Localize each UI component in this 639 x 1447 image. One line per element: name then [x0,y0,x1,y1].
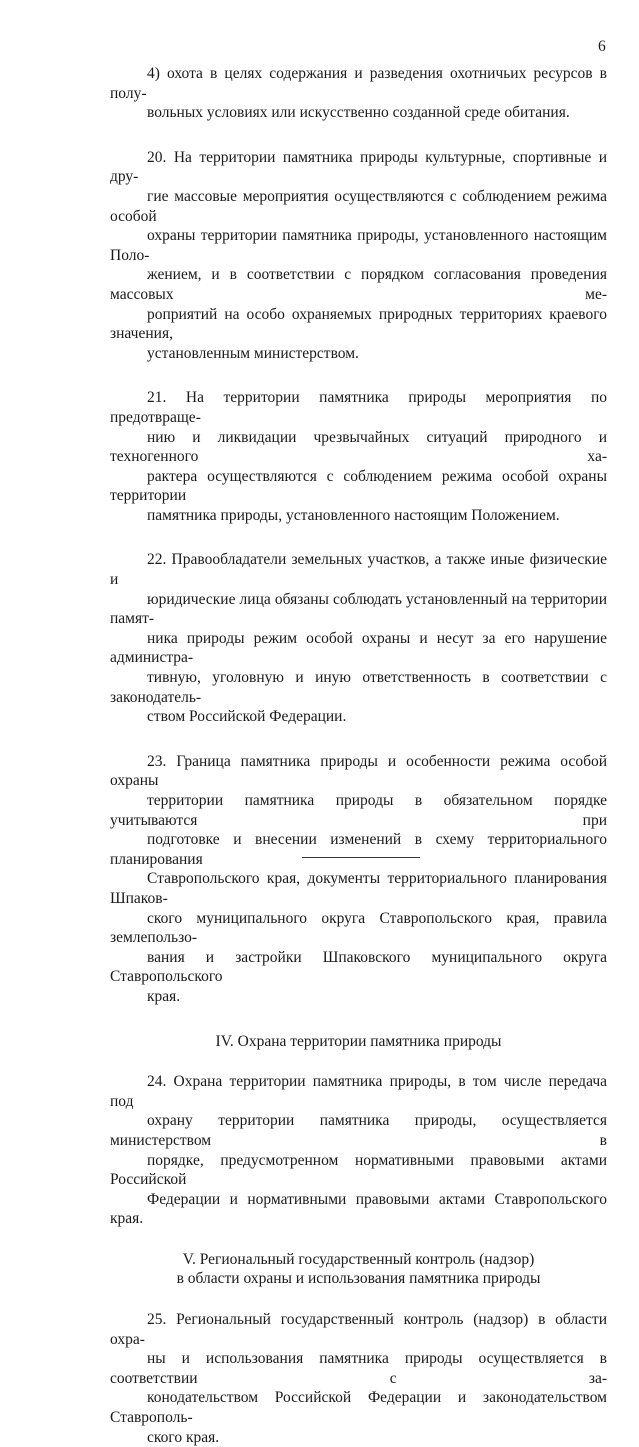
text-line: края. [147,987,181,1005]
text-line: нию и ликвидации чрезвычайных ситуаций природного и техногенного ха- [110,428,607,466]
text-line: конодательством Российской Федерации и законодательством Ставрополь- [110,1389,607,1427]
text-line: 4) охота в целях содержания и разведения охотничьих ресурсов в полу- [110,65,607,102]
text-line: установленным министерством. [147,344,359,362]
text-line: ского муниципального округа Ставропольского края, правила землепользо- [110,909,607,947]
section-heading-iv [110,1032,607,1052]
paragraph-21 [110,388,607,525]
text-line: 22. Правообладатели земельных участков, а также иные физические и [110,551,607,589]
section-title: IV. Охрана территории памятника природы [215,1032,502,1050]
section-title: V. Региональный государственный контроль (надзор) [182,1250,535,1268]
text-line: подготовке и внесении изменений в схему территориального планирования [110,831,607,868]
section-heading-v [110,1250,607,1289]
paragraph-20 [110,148,607,364]
text-line: памятника природы, установленного настоящим Положением. [147,506,560,524]
paragraph-23 [110,752,607,1007]
text-line: 25. Региональный государственный контроль (надзор) в области охра- [110,1311,607,1348]
text-line: вольных условиях или искусственно созданной среде обитания. [147,104,570,122]
text-line: Ставропольского края, документы территориального планирования Шпаков- [110,870,607,907]
text-line: вания и застройки Шпаковского муниципального округа Ставропольского [110,948,607,986]
text-line: жением, и в соответствии с порядком согласования проведения массовых ме- [110,266,607,303]
text-line: тивную, уголовную и иную ответственность в соответствии с законодатель- [110,669,607,706]
text-line: порядке, предусмотренном нормативными правовыми актами Российской [110,1151,607,1189]
paragraph-22 [110,550,607,726]
text-line: 24. Охрана территории памятника природы, в том числе передача под [110,1073,607,1110]
text-line: ника природы режим особой охраны и несут за его нарушение администра- [110,629,607,667]
page-number: 6 [598,38,606,55]
text-line: гие массовые мероприятия осуществляются с соблюдением режима особой [110,187,607,225]
text-line: юридические лица обязаны соблюдать установленный на территории памят- [110,590,607,628]
paragraph-4-hunting [110,64,607,123]
text-line: территории памятника природы в обязательном порядке учитываются при [110,792,607,829]
text-line: роприятий на особо охраняемых природных территориях краевого значения, [110,305,607,343]
text-line: 20. На территории памятника природы культурные, спортивные и дру- [110,148,607,186]
text-line: охраны территории памятника природы, установленного настоящим Поло- [110,227,607,264]
end-of-document-rule [302,857,420,858]
text-line: рактера осуществляются с соблюдением режима особой охраны территории [110,467,607,505]
text-line: Федерации и нормативными правовыми актами Ставропольского края. [110,1190,607,1228]
section-title: в области охраны и использования памятника природы [176,1270,541,1288]
text-line: ством Российской Федерации. [147,708,347,726]
text-line: ны и использования памятника природы осуществляется в соответствии с за- [110,1350,607,1387]
paragraph-25 [110,1310,607,1447]
text-line: 21. На территории памятника природы мероприятия по предотвраще- [110,389,607,426]
document-body [110,64,607,1447]
text-line: ского края. [147,1428,220,1446]
paragraph-24 [110,1072,607,1229]
text-line: 23. Граница памятника природы и особенности режима особой охраны [110,752,607,790]
text-line: охрану территории памятника природы, осуществляется министерством в [110,1112,607,1149]
